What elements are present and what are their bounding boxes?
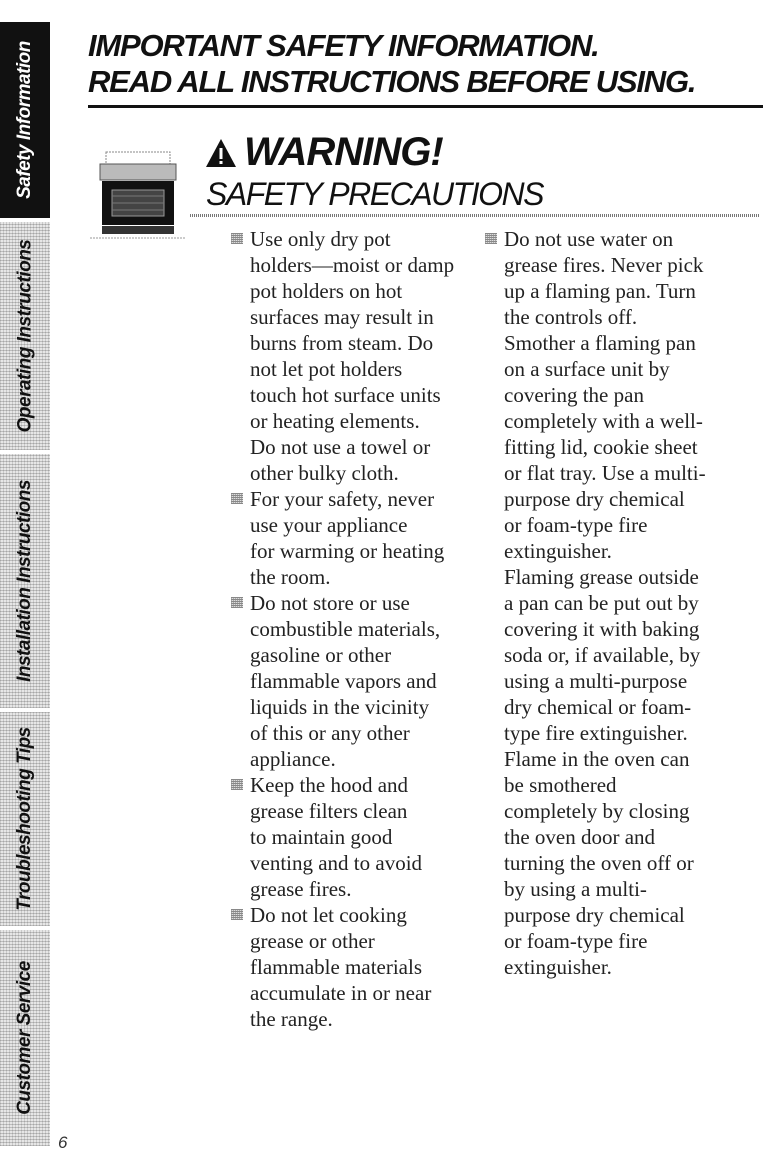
page-number: 6 <box>58 1133 68 1152</box>
section-tabs <box>0 0 50 1153</box>
tab-operating-instructions[interactable]: Operating Instructions <box>0 222 50 450</box>
subtitle-divider <box>190 214 760 217</box>
bullet-icon <box>231 909 243 920</box>
precaution-grease-fires: Do not use water on grease fires. Never pick up a flaming pan. Turn the controls off. Smother a flaming pan on a surface unit by covering the pan completely with a well- fitting lid, cookie sheet or flat tray. Use a multi- purpose dry chemical or foam-type fire extinguisher. <box>482 226 762 564</box>
right-column <box>482 226 762 980</box>
bullet-icon <box>231 493 243 504</box>
bullet-icon <box>231 233 243 244</box>
precaution-room-heating: For your safety, never use your appliance for warming or heating the room. <box>228 486 468 590</box>
safety-precautions-subtitle: SAFETY PRECAUTIONS <box>206 176 543 212</box>
tab-customer-service[interactable]: Customer Service <box>0 930 50 1146</box>
header-line-1: IMPORTANT SAFETY INFORMATION. <box>88 28 599 63</box>
tab-troubleshooting-tips[interactable]: Troubleshooting Tips <box>0 712 50 926</box>
bullet-icon <box>485 233 497 244</box>
range-illustration-icon <box>88 148 188 243</box>
warning-heading <box>204 130 443 175</box>
precaution-grease-outside-pan: Flaming grease outside a pan can be put out by covering it with baking soda or, if available, by using a multi-purpose dry chemical or foam- type fire extinguisher. <box>504 565 701 745</box>
header-divider <box>88 105 763 108</box>
precaution-hood-filters: Keep the hood and grease filters clean to maintain good venting and to avoid grease fires. <box>228 772 468 902</box>
left-column <box>228 226 468 1032</box>
warning-triangle-icon <box>204 137 238 169</box>
bullet-icon <box>231 779 243 790</box>
precaution-combustibles: Do not store or use combustible materials, gasoline or other flammable vapors and liquids in the vicinity of this or any other appliance. <box>228 590 468 772</box>
bullet-icon <box>231 597 243 608</box>
precaution-pot-holders: Use only dry pot holders—moist or damp pot holders on hot surfaces may result in burns from steam. Do not let pot holders touch hot surface units or heating elements. Do not use a towel or other bulky cloth. <box>228 226 468 486</box>
precaution-grease-accumulation: Do not let cooking grease or other flammable materials accumulate in or near the range. <box>228 902 468 1032</box>
tab-installation-instructions[interactable]: Installation Instructions <box>0 454 50 708</box>
precaution-oven-flame: Flame in the oven can be smothered completely by closing the oven door and turning the oven off or by using a multi- purpose dry chemical or foam-type fire extinguisher. <box>504 747 694 979</box>
page-header <box>88 28 748 100</box>
header-line-2: READ ALL INSTRUCTIONS BEFORE USING. <box>88 64 696 99</box>
tab-safety-information[interactable]: Safety Information <box>0 22 50 218</box>
warning-title: WARNING! <box>244 130 443 174</box>
